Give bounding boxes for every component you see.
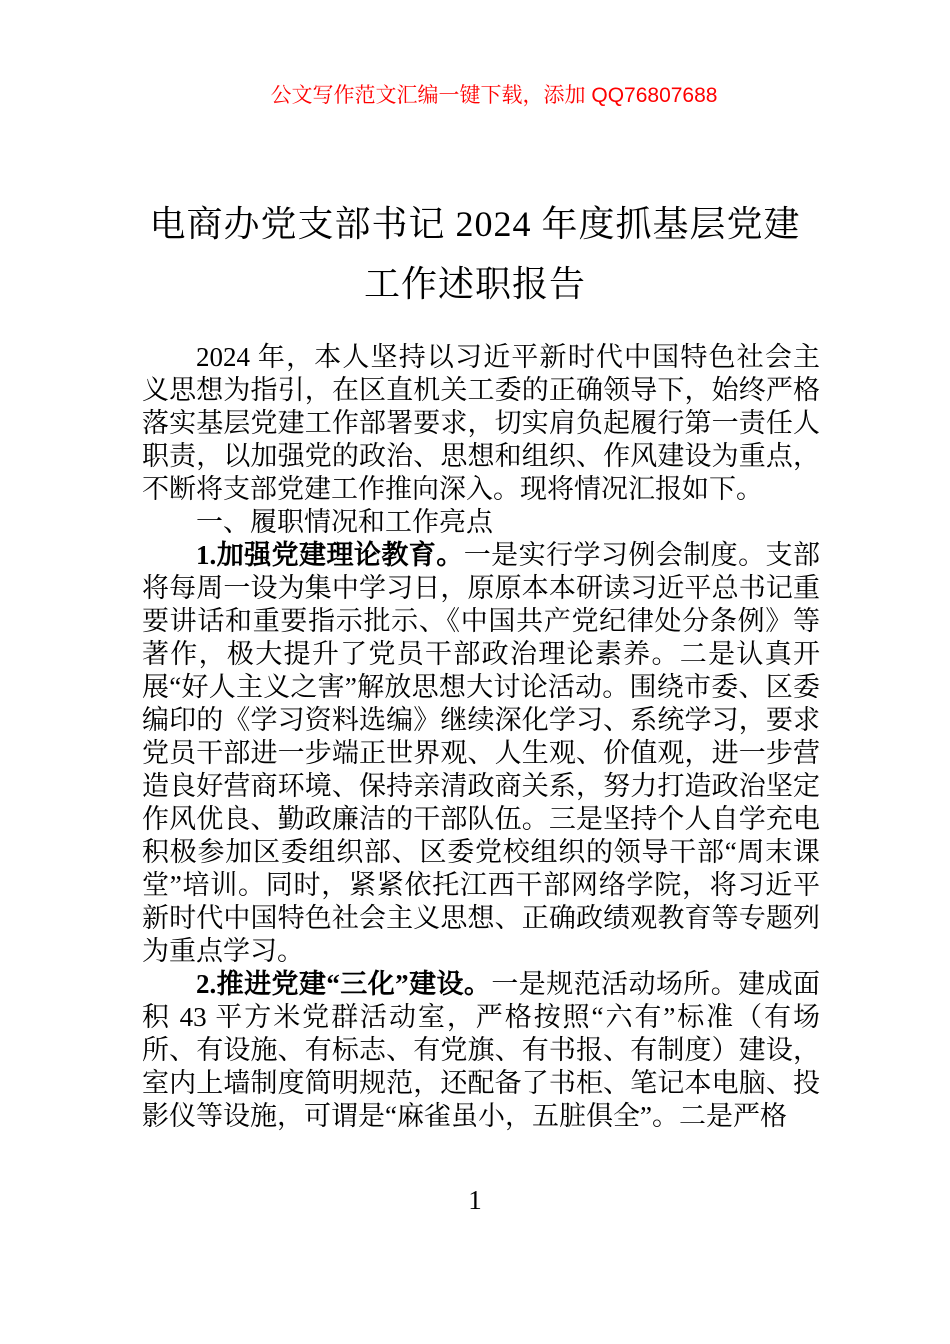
paragraph-item-2-lead: 2.推进党建“三化”建设。 <box>196 969 492 999</box>
page-number: 1 <box>468 1185 482 1215</box>
document-title: 电商办党支部书记 2024 年度抓基层党建工作述职报告 <box>149 204 801 305</box>
paragraph-item-2-text: 一是规范活动场所。建成面积 43 平方米党群活动室，严格按照“六有”标准（有场所、有设施、有标志、有党旗、有书报、有制度）建设，室内上墙制度简明规范，还配备了书柜、笔记本电脑、投影仪等设施，可谓是“麻雀虽小，五脏俱全”。二是严格 <box>142 969 821 1131</box>
paragraph-item-1 <box>142 539 820 968</box>
document-body <box>142 341 820 1133</box>
paragraph-item-1-lead: 1.加强党建理论教育。 <box>196 540 464 570</box>
paragraph-item-1-text: 一是实行学习例会制度。支部将每周一设为集中学习日，原原本本研读习近平总书记重要讲话和重要指示批示、《中国共产党纪律处分条例》等著作，极大提升了党员干部政治理论素养。二是认真开展“好人主义之害”解放思想大讨论活动。围绕市委、区委编印的《学习资料选编》继续深化学习、系统学习，要求党员干部进一步端正世界观、人生观、价值观，进一步营造良好营商环境、保持亲清政商关系，努力打造政治坚定作风优良、勤政廉洁的干部队伍。三是坚持个人自学充电积极参加区委组织部、区委党校组织的领导干部“周末课堂”培训。同时，紧紧依托江西干部网络学院，将习近平新时代中国特色社会主义思想、正确政绩观教育等专题列为重点学习。 <box>142 540 821 966</box>
intro-paragraph: 2024 年，本人坚持以习近平新时代中国特色社会主义思想为指引，在区直机关工委的正确领导下，始终严格落实基层党建工作部署要求，切实肩负起履行第一责任人职责，以加强党的政治、思想和组织、作风建设为重点，不断将支部党建工作推向深入。现将情况汇报如下。 <box>142 342 820 504</box>
promo-header: 公文写作范文汇编一键下载，添加 QQ76807688 <box>270 84 718 107</box>
paragraph-item-2 <box>142 968 820 1133</box>
section-heading-1: 一、履职情况和工作亮点 <box>196 507 493 537</box>
